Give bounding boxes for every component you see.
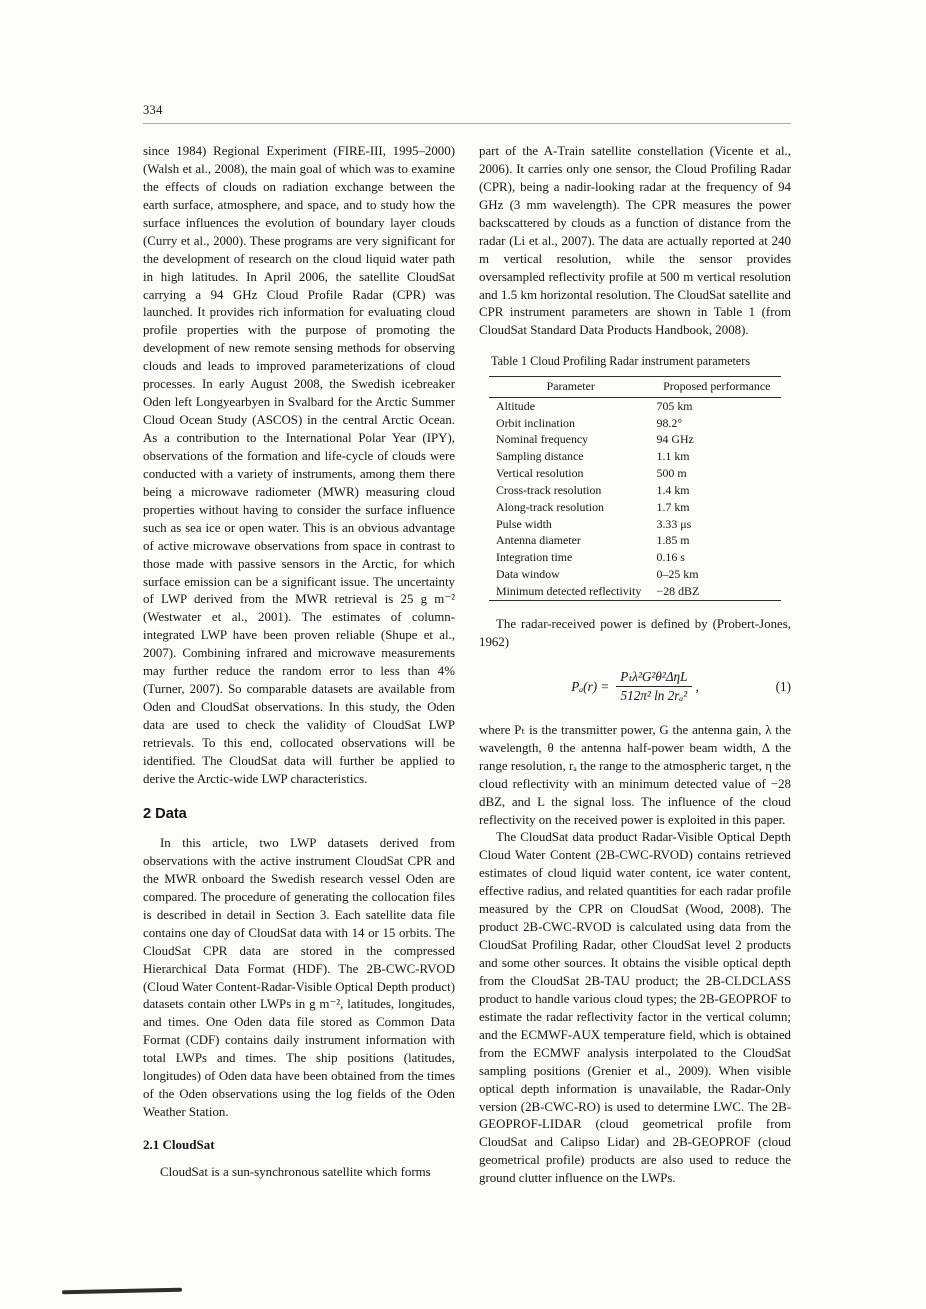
param-value: 3.33 μs <box>656 516 692 531</box>
right-column <box>479 143 791 1188</box>
param-name: Along-track resolution <box>496 499 604 514</box>
right-paragraph-4: The CloudSat data product Radar-Visible Optical Depth Cloud Water Content (2B-CWC-RVOD) contains retrieved estimates of cloud liquid water content, ice water content, effective radius, and related quantities for each radar profile measured by the CPR on CloudSat (Wood, 2008). The product 2B-CWC-RVOD is calculated using data from the CloudSat Profiling Radar, other CloudSat level 2 products and some other sources. It obtains the visible optical depth from the CloudSat 2B-TAU product; the 2B-CLDCLASS product to handle various cloud types; the 2B-GEOPROF to estimate the radar reflectivity factor in the vertical column; and the ECMWF-AUX temperature field, which is obtained from the ECMWF analysis interpolated to the CloudSat sampling positions (Grenier et al., 2009). When visible optical depth information is unavailable, the Radar-Only version (2B-CWC-RO) is used to determine LWC. The 2B-GEOPROF-LIDAR (cloud geometrical profile from CloudSat and Calipso Lidar) and 2B-GEOPROF (cloud geometrical profile) products are also used to reduce the ground clutter influence on the LWPs. <box>479 830 791 1186</box>
table-row <box>489 432 781 449</box>
param-value: 1.1 km <box>656 449 690 464</box>
table-row <box>489 549 781 566</box>
section-heading-data: 2 Data <box>143 805 187 822</box>
param-value: 1.4 km <box>656 482 690 497</box>
equation-fraction <box>615 669 692 705</box>
param-name: Antenna diameter <box>496 533 581 548</box>
table-row <box>489 398 781 415</box>
param-name: Minimum detected reflectivity <box>496 583 642 598</box>
param-value: 1.7 km <box>656 499 690 514</box>
param-name: Data window <box>496 567 560 582</box>
table-row <box>489 566 781 583</box>
left-column <box>143 143 455 1188</box>
two-column-body <box>143 143 791 1188</box>
param-name: Nominal frequency <box>496 432 589 447</box>
param-name: Altitude <box>496 398 535 413</box>
table-row <box>489 465 781 482</box>
right-paragraph-3: where Pₜ is the transmitter power, G the antenna gain, λ the wavelength, θ the antenna half-power beam width, Δ the range resolution, rₐ the range to the atmospheric target, η the cloud reflectivity with an minimum detected value of −28 dBZ, and L the signal loss. The influence of the cloud reflectivity on the received power is exploited in this paper. <box>479 722 791 827</box>
left-paragraph-1: since 1984) Regional Experiment (FIRE-III, 1995–2000) (Walsh et al., 2008), the main goal of which was to examine the effects of clouds on radiation exchange between the earth surface, atmosphere, and space, and to study how the surface influences the evolution of boundary layer clouds (Curry et al., 2000). These programs are very significant for the development of research on the cloud liquid water path in high latitudes. In April 2006, the satellite CloudSat carrying a 94 GHz Cloud Profile Radar (CPR) was launched. It provides rich information for evaluating cloud profile properties with the purpose of promoting the development of new remote sensing methods for observing clouds and leads to improved parameterizations of cloud processes. In early August 2008, the Swedish icebreaker Oden left Longyearbyen in Svalbard for the Arctic Summer Cloud Ocean Study (ASCOS) in the central Arctic Ocean. As a contribution to the International Polar Year (IPY), observations of the formation and life-cycle of clouds were conducted with a variety of instruments, among them there being a microwave radiometer (MWR) measuring cloud properties without having to consider the surface influence such as sea ice or open water. This is an obvious advantage of active microwave observations from space in contrast to those made with passive sensors in the Arctic, for which surface emission can be a significant issue. The uncertainty of LWP derived from the MWR retrieval is 25 g m⁻² (Westwater et al., 2001). The estimates of column-integrated LWP have been proven reliable (Shupe et al., 2007). Combining infrared and microwave measurements may further reduce the random error to less than 4% (Turner, 2007). So comparable datasets are available from Oden and CloudSat observations. In this study, the Oden data are used to check the validity of CloudSat LWP retrievals. To this end, collocated observations will be identified. The CloudSat data will further be applied to derive the Arctic-wide LWP characteristics. <box>143 144 455 786</box>
header-rule <box>143 123 791 124</box>
table-row <box>489 482 781 499</box>
param-value: 705 km <box>656 398 693 413</box>
scan-artifact-line <box>62 1288 182 1295</box>
table-header-row <box>489 377 781 398</box>
paper-page <box>143 0 791 1188</box>
param-name: Cross-track resolution <box>496 482 602 497</box>
equation-1 <box>479 666 791 708</box>
table-header-parameter: Parameter <box>489 377 653 398</box>
param-value: 98.2° <box>656 415 683 430</box>
table-1-caption: Table 1 Cloud Profiling Radar instrument parameters <box>491 354 751 369</box>
param-name: Sampling distance <box>496 449 584 464</box>
table-row <box>489 516 781 533</box>
param-name: Orbit inclination <box>496 415 575 430</box>
param-value: 1.85 m <box>656 533 690 548</box>
table-row <box>489 499 781 516</box>
right-paragraph-1: part of the A-Train satellite constellation (Vicente et al., 2006). It carries only one sensor, the Cloud Profiling Radar (CPR), being a nadir-looking radar at the frequency of 94 GHz (3 mm wavelength). The CPR measures the power backscattered by clouds as a function of distance from the radar (Li et al., 2007). The data are actually reported at 240 m vertical resolution, while the sensor provides oversampled reflectivity profile at 500 m vertical resolution and 1.5 km horizontal resolution. The CloudSat satellite and CPR instrument parameters are shown in Table 1 (from CloudSat Standard Data Products Handbook, 2008). <box>479 144 791 338</box>
instrument-parameters-table <box>489 376 781 601</box>
param-name: Vertical resolution <box>496 466 584 481</box>
equation-number: (1) <box>775 678 791 694</box>
right-paragraph-2: The radar-received power is defined by (Probert-Jones, 1962) <box>479 616 791 649</box>
param-value: 0–25 km <box>656 567 699 582</box>
param-value: 500 m <box>656 466 687 481</box>
left-paragraph-2: In this article, two LWP datasets derived from observations with the active instrument CloudSat CPR and the MWR onboard the Swedish research vessel Oden are compared. The procedure of generating the collocation files is described in detail in Section 3. Each satellite data file contains one day of CloudSat data with 14 or 15 orbits. The CloudSat CPR data are stored in the compressed Hierarchical Data Format (HDF). The 2B-CWC-RVOD (Cloud Water Content-Radar-Visible Optical Depth product) datasets contain other LWPs in g m⁻², latitudes, longitudes, and times. One Oden data file stored as Common Data Format (CDF) contains daily instrument information with total LWPs and times. The ship positions (latitudes, longitudes) of Oden data have been obtained from the times of the Oden observations using the log fields of the Oden Weather Station. <box>143 836 455 1120</box>
param-name: Pulse width <box>496 516 552 531</box>
param-value: 0.16 s <box>656 550 685 565</box>
param-value: 94 GHz <box>656 432 694 447</box>
subsection-heading-cloudsat: 2.1 CloudSat <box>143 1137 215 1153</box>
table-header-performance: Proposed performance <box>653 377 781 398</box>
equation-denominator: 512π² ln 2rₐ² <box>616 686 693 705</box>
table-row <box>489 533 781 550</box>
table-row <box>489 583 781 600</box>
left-paragraph-3: CloudSat is a sun-synchronous satellite which forms <box>160 1165 431 1180</box>
table-row <box>489 415 781 432</box>
equation-comma: , <box>695 678 699 694</box>
table-1-block <box>479 353 791 601</box>
param-value: −28 dBZ <box>656 583 700 598</box>
param-name: Integration time <box>496 550 573 565</box>
equation-lhs: Pₐ(r) = <box>571 678 610 694</box>
table-row <box>489 448 781 465</box>
equation-numerator: Pₜλ²G²θ²ΔηL <box>620 668 688 684</box>
page-number: 334 <box>143 103 163 117</box>
